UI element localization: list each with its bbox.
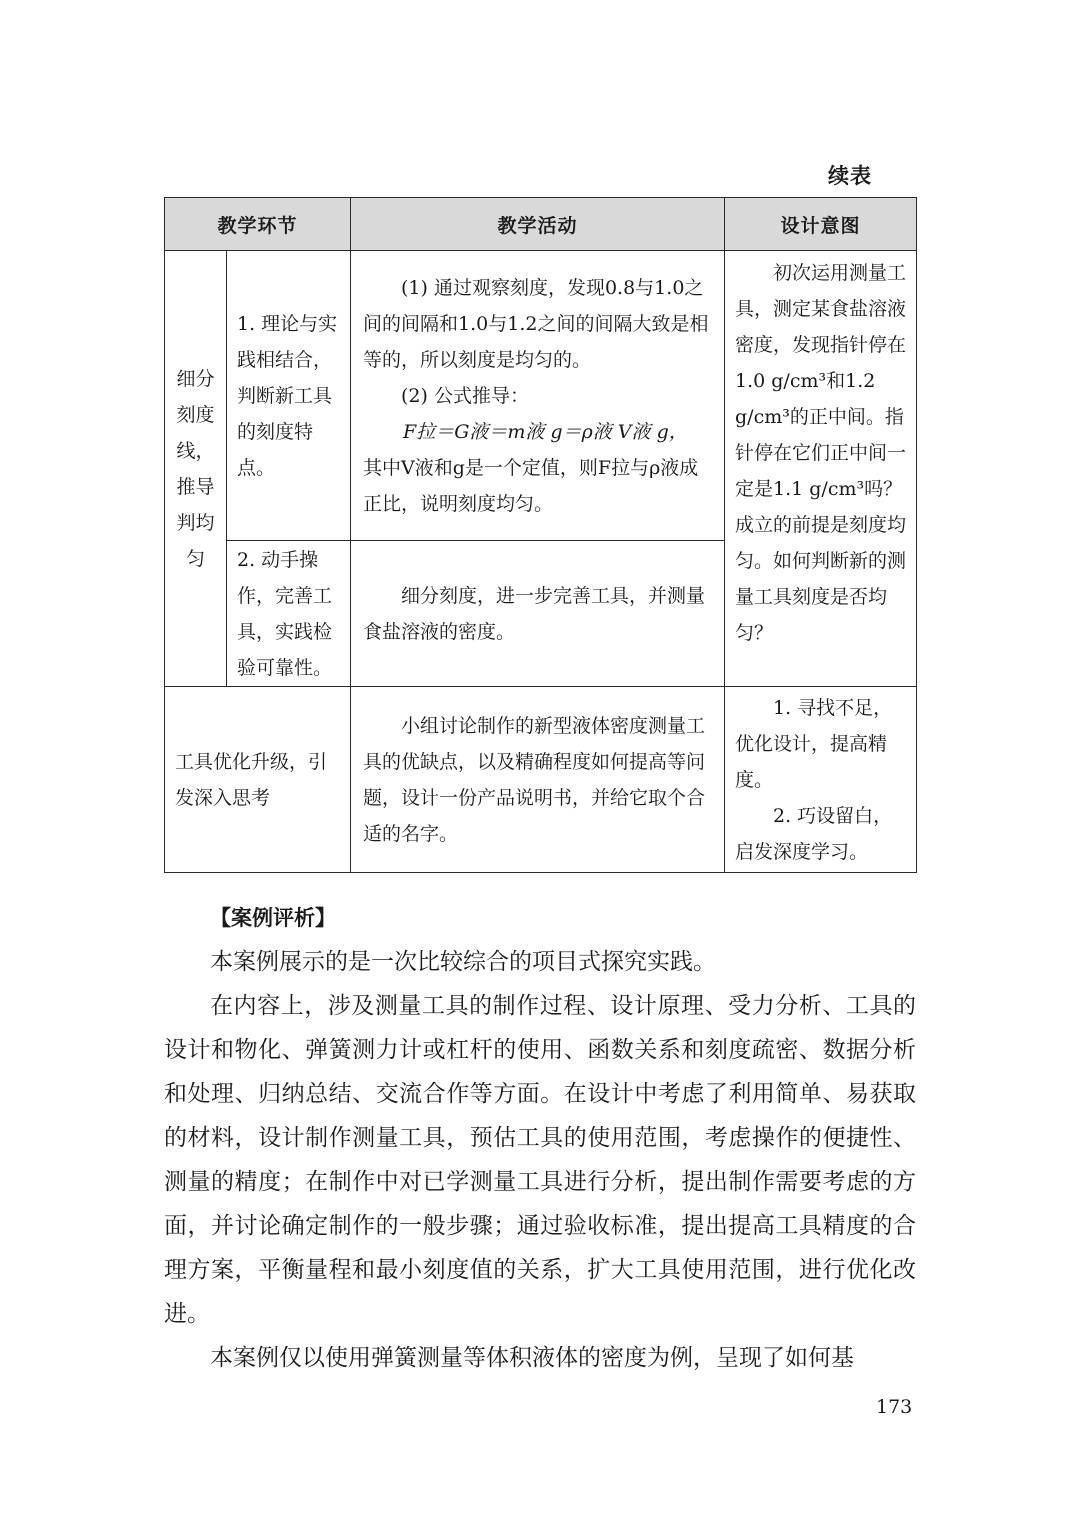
intent-2-p2: 2. 巧设留白，启发深度学习。	[735, 804, 893, 863]
activity-cell	[351, 541, 725, 687]
activity-1-formula: F拉＝G液＝m液 g＝ρ液 V液 g，	[403, 420, 688, 443]
stage-cell	[165, 251, 227, 687]
header-stage: 教学环节	[165, 198, 351, 251]
substage-1-text: 1. 理论与实践相结合，判断新工具的刻度特点。	[237, 312, 338, 479]
table-row	[165, 251, 917, 541]
intent-2-p1: 1. 寻找不足，优化设计，提高精度。	[735, 696, 893, 791]
table-header-row	[165, 198, 917, 251]
activity-2-text: 细分刻度，进一步完善工具，并测量食盐溶液的密度。	[363, 584, 706, 643]
activity-cell	[351, 687, 725, 873]
continued-label: 续表	[828, 164, 872, 188]
lesson-table	[164, 197, 917, 873]
header-activity: 教学活动	[351, 198, 725, 251]
activity-3-text: 小组讨论制作的新型液体密度测量工具的优缺点，以及精确程度如何提高等问题，设计一份产品说明书，并给它取个合适的名字。	[363, 714, 706, 845]
activity-1-p1: (1) 通过观察刻度，发现0.8与1.0之间的间隔和1.0与1.2之间的间隔大致是相等的，所以刻度是均匀的。	[363, 276, 709, 371]
intent-cell	[725, 251, 917, 687]
review-paragraph-3: 本案例仅以使用弹簧测量等体积液体的密度为例，呈现了如何基	[210, 1345, 854, 1371]
activity-1-p2: (2) 公式推导：	[401, 384, 529, 407]
intent-cell	[725, 687, 917, 873]
substage-2-text: 2. 动手操作，完善工具，实践检验可靠性。	[237, 548, 333, 679]
intent-1-text: 初次运用测量工具，测定某食盐溶液密度，发现指针停在1.0 g/cm³和1.2 g/cm³的正中间。指针停在它们正中间一定是1.1 g/cm³吗？成立的前提是刻度均匀。如何判断新的测量工具刻度是否均匀？	[735, 262, 907, 644]
substage-cell	[227, 541, 351, 687]
stage-cell	[165, 687, 351, 873]
review-heading: 【案例评析】	[210, 906, 336, 930]
substage-cell	[227, 251, 351, 541]
review-paragraph-2: 在内容上，涉及测量工具的制作过程、设计原理、受力分析、工具的设计和物化、弹簧测力计或杠杆的使用、函数关系和刻度疏密、数据分析和处理、归纳总结、交流合作等方面。在设计中考虑了利用简单、易获取的材料，设计制作测量工具，预估工具的使用范围，考虑操作的便捷性、测量的精度；在制作中对已学测量工具进行分析，提出制作需要考虑的方面，并讨论确定制作的一般步骤；通过验收标准，提出提高工具精度的合理方案，平衡量程和最小刻度值的关系，扩大工具使用范围，进行优化改进。	[164, 993, 916, 1327]
stage-2-text: 工具优化升级，引发深入思考	[175, 750, 328, 809]
case-review	[164, 896, 916, 1380]
table-row	[165, 687, 917, 873]
page-number: 173	[876, 1396, 913, 1418]
header-intent: 设计意图	[725, 198, 917, 251]
activity-1-p3: 其中V液和g是一个定值，则F拉与ρ液成正比，说明刻度均匀。	[363, 456, 699, 515]
activity-cell	[351, 251, 725, 541]
stage-text: 细分刻度线，推导判均匀	[176, 367, 215, 570]
review-paragraph-1: 本案例展示的是一次比较综合的项目式探究实践。	[210, 949, 716, 975]
